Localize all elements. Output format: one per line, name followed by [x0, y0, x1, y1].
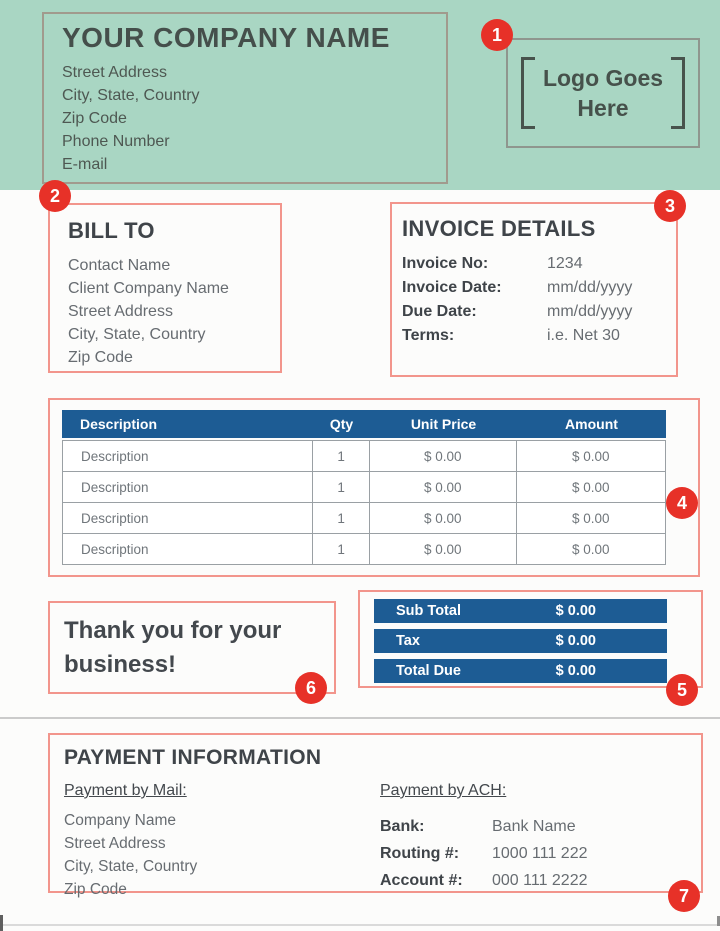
- invoice-details-title: INVOICE DETAILS: [402, 216, 596, 241]
- item-unit-price-cell: $ 0.00: [370, 503, 517, 533]
- item-unit-price-cell: $ 0.00: [370, 534, 517, 564]
- company-address-block: [62, 61, 446, 176]
- company-address-line: Phone Number: [62, 133, 170, 150]
- column-header-amount: Amount: [565, 416, 618, 432]
- left-bracket-icon: [521, 57, 535, 129]
- account-label: Account #:: [380, 872, 463, 889]
- ach-rows: [380, 813, 588, 894]
- item-qty-cell: 1: [313, 472, 370, 502]
- bill-to-box: [48, 203, 282, 373]
- bill-to-lines: [68, 254, 280, 369]
- company-address-line: Street Address: [62, 64, 167, 81]
- item-amount-cell: $ 0.00: [571, 541, 610, 557]
- section-divider: [0, 717, 720, 719]
- mail-line: City, State, Country: [64, 858, 198, 875]
- payment-information-title: PAYMENT INFORMATION: [64, 746, 322, 769]
- terms-value: i.e. Net 30: [547, 327, 620, 344]
- item-qty-cell: 1: [313, 441, 370, 471]
- item-qty-cell: 1: [313, 534, 370, 564]
- company-name: YOUR COMPANY NAME: [62, 22, 390, 53]
- invoice-number-value: 1234: [547, 255, 583, 272]
- bank-value: Bank Name: [492, 818, 576, 835]
- annotation-badge-3: 3: [654, 190, 686, 222]
- item-description-cell: Description: [63, 503, 313, 533]
- bill-to-line: Contact Name: [68, 257, 171, 274]
- right-bracket-icon: [671, 57, 685, 129]
- logo-placeholder-text: Logo Goes Here: [542, 65, 664, 121]
- tax-value: $ 0.00: [555, 633, 596, 649]
- annotation-badge-7: 7: [668, 880, 700, 912]
- invoice-number-label: Invoice No:: [402, 255, 489, 272]
- bottom-left-crop-mark: [0, 915, 3, 931]
- item-description-cell: Description: [63, 472, 313, 502]
- payment-by-mail-column: [64, 782, 380, 901]
- routing-value: 1000 111 222: [492, 845, 588, 862]
- tax-bar: [374, 629, 667, 653]
- annotation-badge-5: 5: [666, 674, 698, 706]
- item-unit-price-cell: $ 0.00: [370, 472, 517, 502]
- company-address-line: City, State, Country: [62, 87, 200, 104]
- bill-to-line: Zip Code: [68, 349, 133, 366]
- item-description-cell: Description: [63, 441, 313, 471]
- logo-placeholder-box: [506, 38, 700, 148]
- mail-line: Street Address: [64, 835, 166, 852]
- payment-by-mail-lines: [64, 809, 380, 901]
- items-table-body: [62, 440, 666, 565]
- payment-by-ach-column: [380, 782, 588, 901]
- bill-to-title: BILL TO: [68, 218, 155, 243]
- total-due-value: $ 0.00: [555, 663, 596, 679]
- bill-to-line: City, State, Country: [68, 326, 206, 343]
- bill-to-line: Client Company Name: [68, 280, 229, 297]
- subtotal-value: $ 0.00: [555, 603, 596, 619]
- terms-row: [402, 324, 676, 348]
- total-due-bar: [374, 659, 667, 683]
- mail-line: Zip Code: [64, 881, 127, 898]
- table-row: [63, 503, 665, 534]
- invoice-date-value: mm/dd/yyyy: [547, 279, 633, 296]
- total-due-label: Total Due: [396, 663, 461, 679]
- due-date-label: Due Date:: [402, 303, 477, 320]
- company-address-line: E-mail: [62, 156, 108, 173]
- payment-columns: [64, 782, 701, 901]
- item-amount-cell: $ 0.00: [571, 510, 610, 526]
- due-date-row: [402, 300, 676, 324]
- company-info-box: [42, 12, 448, 184]
- totals-box: [358, 590, 703, 688]
- tax-label: Tax: [396, 633, 420, 649]
- line-items-box: [48, 398, 700, 577]
- annotation-badge-6: 6: [295, 672, 327, 704]
- table-row: [63, 472, 665, 503]
- invoice-date-label: Invoice Date:: [402, 279, 502, 296]
- invoice-number-row: [402, 252, 676, 276]
- table-row: [63, 534, 665, 564]
- annotation-badge-4: 4: [666, 487, 698, 519]
- item-qty-cell: 1: [313, 503, 370, 533]
- routing-label: Routing #:: [380, 845, 460, 862]
- column-header-description: Description: [80, 416, 158, 432]
- column-header-qty: Qty: [329, 416, 354, 432]
- invoice-details-rows: [402, 252, 676, 348]
- invoice-date-row: [402, 276, 676, 300]
- account-value: 000 111 2222: [492, 872, 588, 889]
- item-amount-cell: $ 0.00: [571, 479, 610, 495]
- invoice-details-box: [390, 202, 678, 377]
- page-bottom-line: [0, 924, 720, 926]
- payment-by-ach-heading: Payment by ACH:: [380, 782, 507, 799]
- terms-label: Terms:: [402, 327, 455, 344]
- mail-line: Company Name: [64, 812, 176, 829]
- item-unit-price-cell: $ 0.00: [370, 441, 517, 471]
- annotation-badge-1: 1: [481, 19, 513, 51]
- account-row: [380, 867, 588, 894]
- subtotal-label: Sub Total: [396, 603, 461, 619]
- company-address-line: Zip Code: [62, 110, 127, 127]
- column-header-unit-price: Unit Price: [410, 416, 477, 432]
- bank-row: [380, 813, 588, 840]
- subtotal-bar: [374, 599, 667, 623]
- items-table-header: [62, 410, 666, 438]
- bank-label: Bank:: [380, 818, 425, 835]
- thank-you-box: Thank you for your business!: [48, 601, 336, 694]
- routing-row: [380, 840, 588, 867]
- bill-to-line: Street Address: [68, 303, 173, 320]
- annotation-badge-2: 2: [39, 180, 71, 212]
- payment-information-box: [48, 733, 703, 898]
- table-row: [63, 441, 665, 472]
- payment-by-mail-heading: Payment by Mail:: [64, 782, 187, 799]
- item-amount-cell: $ 0.00: [571, 448, 610, 464]
- item-description-cell: Description: [63, 534, 313, 564]
- due-date-value: mm/dd/yyyy: [547, 303, 633, 320]
